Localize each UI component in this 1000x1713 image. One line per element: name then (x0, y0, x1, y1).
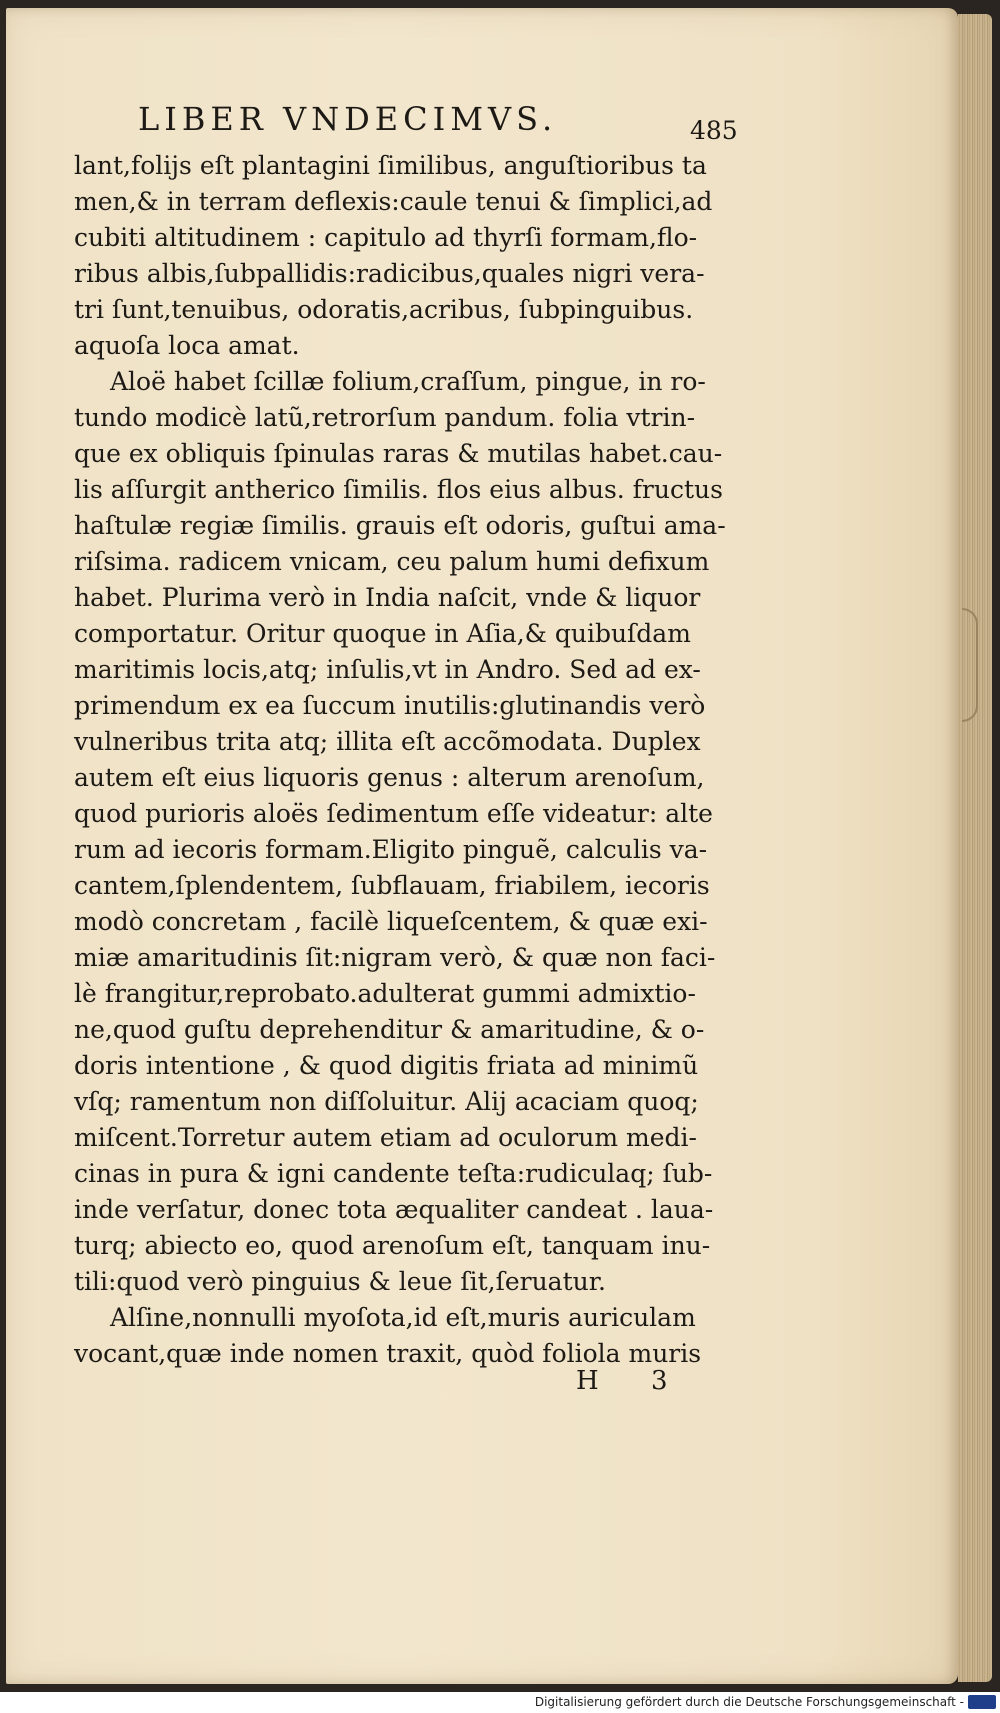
text-line: habet. Plurima verò in India naſcit, vnde & liquor (74, 583, 701, 612)
text-line: quod purioris aloës ſedimentum eſſe videatur: alte (74, 799, 713, 828)
page-number: 485 (690, 116, 738, 145)
text-line: riſsima. radicem vnicam, ceu palum humi defixum (74, 547, 710, 576)
text-line: ribus albis,ſubpallidis:radicibus,quales nigri vera- (74, 259, 705, 288)
text-line: ne,quod guſtu deprehenditur & amaritudine, & o- (74, 1015, 705, 1044)
text-line: maritimis locis,atq; inſulis,vt in Andro. Sed ad ex- (74, 655, 701, 684)
text-line: miæ amaritudinis ſit:nigram verò, & quæ non faci- (74, 943, 716, 972)
text-line: vſq; ramentum non diſſoluitur. Alij acaciam quoq; (74, 1087, 699, 1116)
text-line: inde verſatur, donec tota æqualiter candeat . laua- (74, 1195, 714, 1224)
text-line: tundo modicè latũ,retrorſum pandum. folia vtrin- (74, 403, 696, 432)
text-line: primendum ex ea ſuccum inutilis:glutinandis verò (74, 691, 706, 720)
page-edges (958, 14, 992, 1682)
text-line: doris intentione , & quod digitis friata ad minimũ (74, 1051, 699, 1080)
text-line: cubiti altitudinem : capitulo ad thyrſi formam,flo- (74, 223, 698, 252)
footer-bar (0, 1692, 1000, 1713)
text-line: vulneribus trita atq; illita eſt accõmodata. Duplex (74, 727, 701, 756)
text-line: lis aſſurgit antherico ſimilis. flos eius albus. fructus (74, 475, 723, 504)
text-line: cinas in pura & igni candente teſta:rudiculaq; ſub- (74, 1159, 713, 1188)
text-line: que ex obliquis ſpinulas raras & mutilas habet.cau- (74, 439, 723, 468)
text-line: miſcent.Torretur autem etiam ad oculorum medi- (74, 1123, 697, 1152)
text-line: vocant,quæ inde nomen traxit, quòd foliola muris (74, 1339, 702, 1368)
text-line: modò concretam , facilè liqueſcentem, & quæ exi- (74, 907, 708, 936)
text-line: Alſine,nonnulli myoſota,id eſt,muris auriculam (110, 1303, 696, 1332)
text-line: lè frangitur,reprobato.adulterat gummi admixtio- (74, 979, 696, 1008)
page-content (6, 8, 958, 1684)
text-line: autem eſt eius liquoris genus : alterum arenoſum, (74, 763, 705, 792)
running-head: LIBER VNDECIMVS. (138, 100, 558, 138)
text-line: cantem,ſplendentem, ſubflauam, friabilem, iecoris (74, 871, 710, 900)
text-line: rum ad iecoris formam.Eligito pinguẽ, calculis va- (74, 835, 708, 864)
clasp-mark-icon (962, 608, 978, 722)
text-line: tili:quod verò pinguius & leue ſit,ſeruatur. (74, 1267, 606, 1296)
text-line: tri ſunt,tenuibus, odoratis,acribus, ſubpinguibus. (74, 295, 694, 324)
footer-credit: Digitalisierung gefördert durch die Deutsche Forschungsgemeinschaft - (534, 1695, 964, 1709)
book-page (6, 8, 958, 1684)
text-line: Aloë habet ſcillæ folium,craſſum, pingue, in ro- (110, 367, 706, 396)
text-line: turq; abiecto eo, quod arenoſum eſt, tanquam inu- (74, 1231, 711, 1260)
text-line: comportatur. Oritur quoque in Aſia,& quibuſdam (74, 619, 691, 648)
text-line: haſtulæ regiæ ſimilis. grauis eſt odoris, guſtui ama- (74, 511, 726, 540)
body-text (74, 148, 760, 1372)
signature-mark: H 3 (576, 1366, 690, 1396)
text-line: aquoſa loca amat. (74, 331, 300, 360)
text-line: men,& in terram deflexis:caule tenui & ſimplici,ad (74, 187, 713, 216)
dfg-logo-icon (968, 1695, 996, 1709)
text-line: lant,folijs eſt plantagini ſimilibus, anguſtioribus ta (74, 151, 707, 180)
